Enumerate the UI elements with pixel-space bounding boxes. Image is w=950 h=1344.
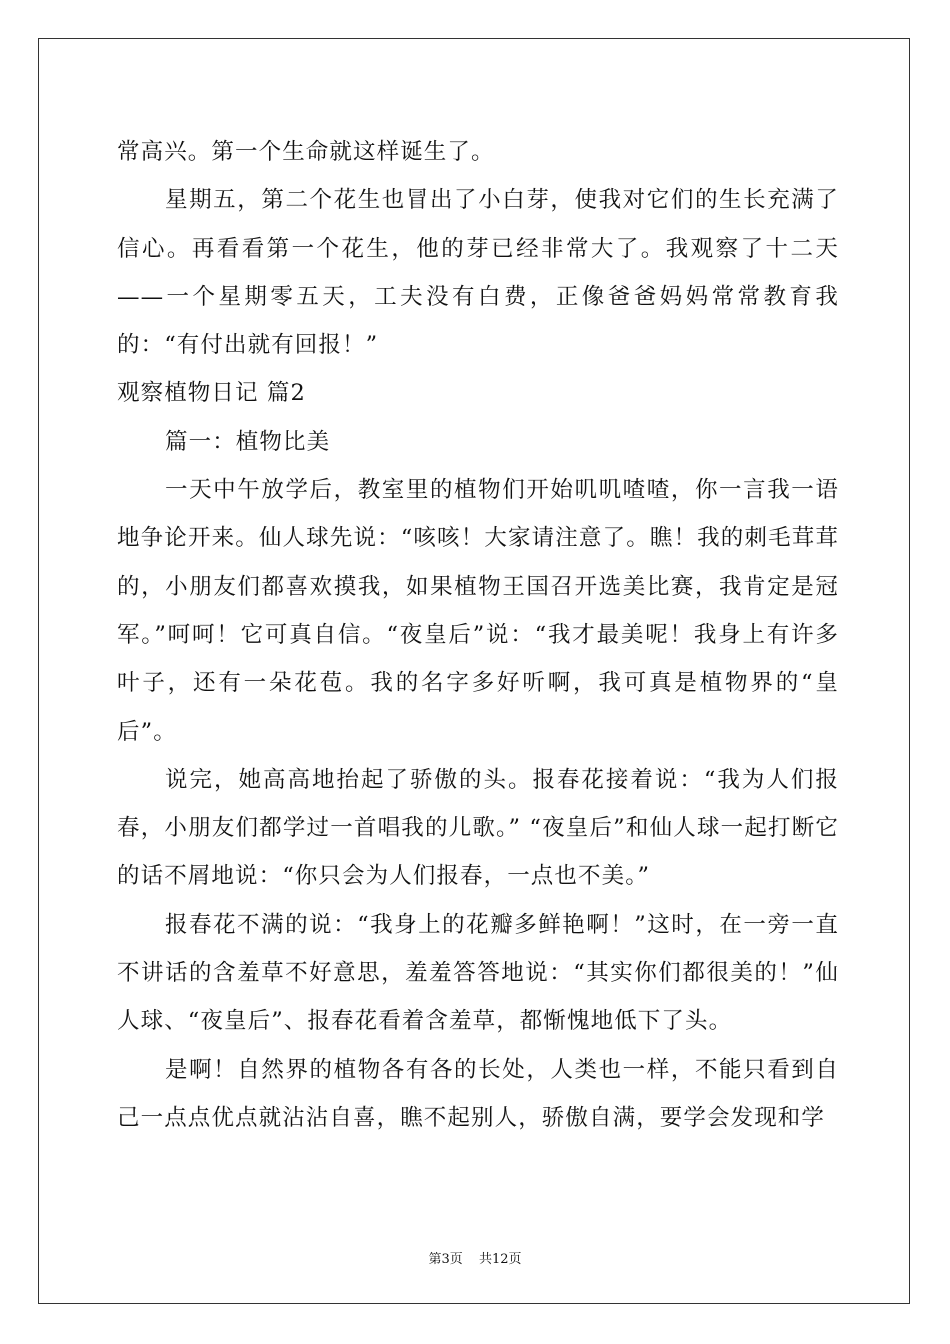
subheading: 篇一：植物比美 — [165, 428, 331, 455]
paragraph: 报春花不满的说：“我身上的花瓣多鲜艳啊！”这时，在一旁一直不讲话的含羞草不好意思，羞羞答答地说：“其实你们都很美的！”仙人球、“夜皇后”、报春花看着含羞草，都惭愧地低下了头。 — [117, 911, 839, 1035]
page-number: 第3页 — [428, 1252, 463, 1267]
section-heading: 观察植物日记 篇2 — [117, 380, 306, 407]
paragraph: 常高兴。第一个生命就这样诞生了。 — [117, 139, 495, 165]
paragraph: 一天中午放学后，教室里的植物们开始叽叽喳喳，你一言我一语地争论开来。仙人球先说：“咳咳！大家请注意了。瞧！我的刺毛茸茸的，小朋友们都喜欢摸我，如果植物王国召开选美比赛，我肯定是冠军。”呵呵！它可真自信。“夜皇后”说：“我才最美呢！我身上有许多叶子，还有一朵花苞。我的名字多好听啊，我可真是植物界的“皇后”。 — [117, 477, 839, 745]
paragraph: 说完，她高高地抬起了骄傲的头。报春花接着说：“我为人们报春，小朋友们都学过一首唱我的儿歌。” “夜皇后”和仙人球一起打断它的话不屑地说：“你只会为人们报春，一点也不美。” — [117, 766, 839, 890]
paragraph: 星期五，第二个花生也冒出了小白芽，使我对它们的生长充满了信心。再看看第一个花生，他的芽已经非常大了。我观察了十二天——一个星期零五天，工夫没有白费，正像爸爸妈妈常常教育我的：“有付出就有回报！” — [117, 187, 839, 359]
document-body — [117, 128, 839, 1142]
paragraph: 是啊！自然界的植物各有各的长处，人类也一样，不能只看到自己一点点优点就沾沾自喜，瞧不起别人，骄傲自满，要学会发现和学 — [117, 1056, 839, 1131]
page-total: 共12页 — [478, 1252, 522, 1267]
page-footer — [0, 1248, 950, 1267]
